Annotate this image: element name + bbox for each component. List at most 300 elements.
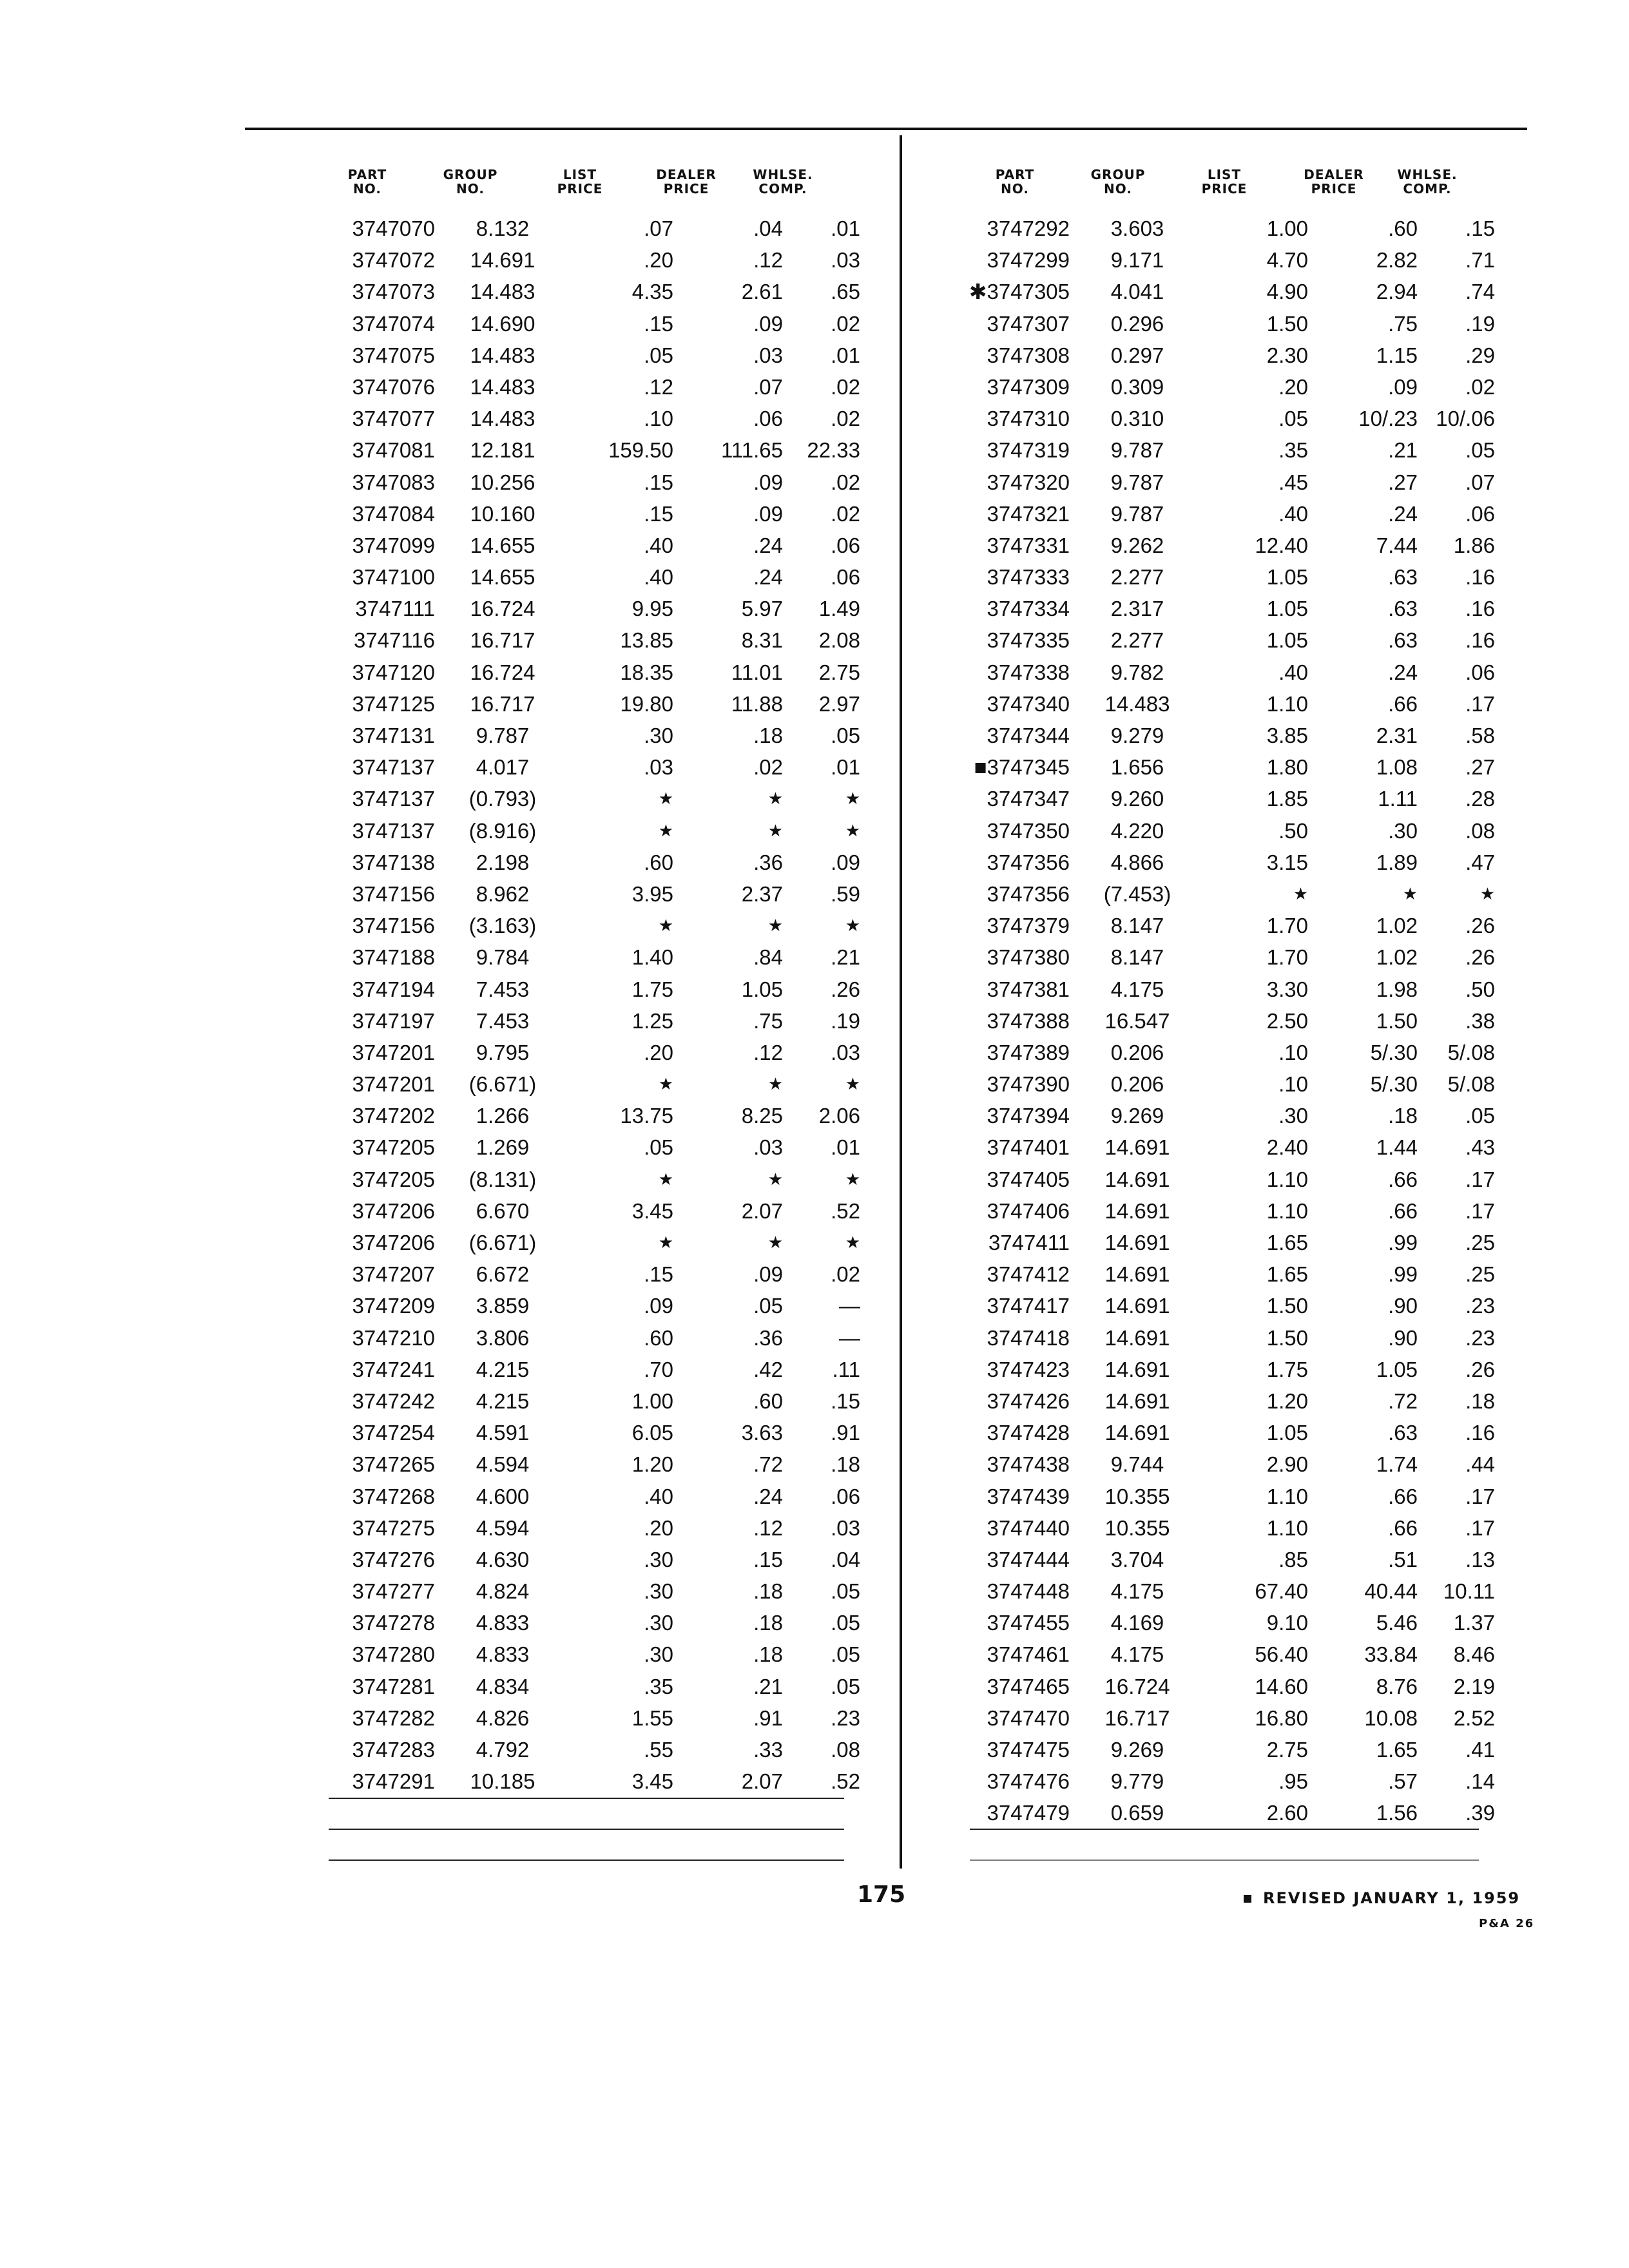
part-cell: 3747475 [987,1738,1070,1762]
table-row [325,1702,867,1734]
group-cell: 6.670 [476,1198,530,1223]
dealer-cell: .18 [753,1611,783,1635]
whlse-cell: .06 [831,1484,860,1508]
part-cell: 3747470 [987,1706,1070,1730]
group-cell: 14.483 [470,374,535,399]
list-cell: 1.25 [631,1008,673,1033]
part-cell: 3747417 [987,1294,1070,1318]
whlse-cell: .03 [831,1040,860,1064]
part-cell: 3747291 [352,1769,435,1794]
list-cell: 14.60 [1255,1674,1308,1698]
dealer-cell: .66 [1388,691,1418,716]
table-row [960,1354,1501,1385]
group-cell: 4.833 [476,1642,530,1667]
whlse-cell: .18 [1465,1389,1495,1413]
list-cell: 56.40 [1255,1642,1308,1667]
header-dealer-price: DEALER PRICE [656,167,717,197]
group-cell: 4.826 [476,1706,530,1730]
table-row [960,657,1501,688]
whlse-cell: .16 [1465,597,1495,621]
dealer-cell: .24 [1388,501,1418,526]
whlse-cell: 2.08 [818,628,860,653]
whlse-cell: 8.46 [1453,1642,1495,1667]
table-row [960,1575,1501,1607]
group-cell: 14.691 [1104,1167,1170,1191]
table-row [960,1417,1501,1448]
dealer-cell: ★ [767,1074,783,1094]
dealer-cell: .09 [753,1262,783,1287]
table-row [325,1512,867,1544]
dealer-cell: 2.31 [1376,724,1418,747]
group-cell: 4.017 [476,755,530,780]
part-cell: 3747242 [352,1389,435,1413]
list-cell: .10 [644,407,673,431]
dealer-cell: 2.07 [741,1198,783,1223]
dealer-cell: ★ [767,1169,783,1189]
part-cell: 3747347 [987,787,1070,811]
list-cell: .10 [1278,1072,1308,1097]
table-row [960,1100,1501,1131]
whlse-cell: .01 [831,343,860,367]
table-row [325,1575,867,1607]
part-cell: 3747308 [987,343,1070,367]
group-cell: 8.132 [476,216,530,240]
part-cell: 3747205 [352,1135,435,1160]
part-cell: 3747084 [352,501,435,526]
whlse-cell: ★ [845,916,860,936]
group-cell: 2.198 [476,850,530,874]
whlse-cell: .01 [831,1135,860,1160]
list-cell: .05 [1278,407,1308,431]
whlse-cell: .16 [1465,565,1495,590]
whlse-cell: .27 [1465,755,1495,780]
group-cell: 9.787 [1110,438,1164,463]
dealer-cell: 5/.30 [1370,1072,1418,1097]
part-cell: 3747137 [352,818,435,843]
group-cell: 4.169 [1110,1611,1164,1635]
list-cell: .20 [644,248,673,273]
table-row [325,1131,867,1163]
table-row [325,751,867,783]
dealer-cell: ★ [767,820,783,840]
table-row [325,1481,867,1512]
table-row [960,244,1501,276]
table-row [960,1607,1501,1639]
list-cell: .30 [644,1611,673,1635]
list-cell: .30 [644,724,673,747]
part-cell: 3747111 [355,597,435,621]
footer-rule-1 [329,1798,844,1799]
dealer-cell: 11.01 [731,660,783,684]
table-row [960,1639,1501,1670]
dealer-cell: .24 [753,1484,783,1508]
group-cell: 16.724 [470,660,535,684]
dealer-cell: 8.25 [741,1104,783,1128]
part-cell: 3747356 [987,850,1070,874]
table-row [960,371,1501,403]
whlse-cell: .23 [1465,1294,1495,1318]
dealer-cell: .63 [1388,597,1418,621]
table-row [960,1227,1501,1258]
list-cell: 1.20 [1266,1389,1308,1413]
table-row [325,466,867,498]
group-cell: 16.547 [1104,1008,1170,1033]
part-cell: 3747202 [352,1104,435,1128]
dealer-cell: .60 [753,1389,783,1413]
whlse-cell: .01 [831,216,860,240]
page-number: 175 [857,1881,906,1908]
group-cell: 4.824 [476,1579,530,1604]
whlse-cell: .43 [1465,1135,1495,1160]
group-cell: 4.175 [1110,977,1164,1001]
group-cell: 0.309 [1110,374,1164,399]
part-cell: 3747131 [352,724,435,747]
table-row [325,1607,867,1639]
whlse-cell: .18 [831,1452,860,1477]
list-cell: 1.50 [1266,1325,1308,1350]
revised-marker-icon [1244,1895,1251,1903]
group-cell: 3.704 [1110,1547,1164,1571]
part-cell: 3747448 [987,1579,1070,1604]
table-row [325,688,867,720]
list-cell: 1.55 [631,1706,673,1730]
list-cell: .03 [644,755,673,780]
group-cell: 8.147 [1110,945,1164,970]
part-cell: 3747265 [352,1452,435,1477]
group-cell: 16.724 [1104,1674,1170,1698]
dealer-cell: .90 [1388,1325,1418,1350]
whlse-cell: .74 [1465,280,1495,304]
left-rows [325,213,867,1797]
list-cell: ★ [658,1233,673,1252]
group-cell: 9.795 [476,1040,530,1064]
part-cell: 3747278 [352,1611,435,1635]
whlse-cell: .26 [1465,914,1495,938]
list-cell: 1.00 [1266,216,1308,240]
list-cell: 2.50 [1266,1008,1308,1033]
list-cell: 4.70 [1266,248,1308,273]
table-row [960,1544,1501,1575]
table-row [325,1322,867,1354]
top-rule-right [902,128,1527,130]
dealer-cell: .63 [1388,565,1418,590]
whlse-cell: ★ [845,789,860,809]
part-cell: 3747411 [988,1231,1070,1254]
table-row [325,657,867,688]
table-row [960,498,1501,530]
list-cell: .40 [644,1484,673,1508]
group-cell: 14.691 [1104,1231,1170,1254]
dealer-cell: .33 [753,1738,783,1762]
part-cell: 3747344 [987,724,1070,747]
whlse-cell: .03 [831,248,860,273]
list-cell: 13.75 [620,1104,673,1128]
whlse-cell: 1.37 [1453,1611,1495,1635]
group-cell: 9.744 [1110,1452,1164,1477]
table-row [325,1227,867,1258]
header-whlse-comp: WHLSE. COMP. [1397,167,1458,197]
part-cell: 3747070 [352,216,435,240]
table-row [325,371,867,403]
list-cell: 67.40 [1255,1579,1308,1604]
part-cell: 3747299 [987,248,1070,273]
group-cell: 4.594 [476,1452,530,1477]
dealer-cell: .24 [753,565,783,590]
part-cell: 3747125 [352,691,435,716]
part-cell: 3747406 [987,1198,1070,1223]
whlse-cell: .19 [1465,311,1495,336]
dealer-cell: .75 [753,1008,783,1033]
whlse-cell: 2.06 [818,1104,860,1128]
table-row [325,1385,867,1417]
dealer-cell: .05 [753,1294,783,1318]
table-row [325,1671,867,1702]
dealer-cell: 3.63 [741,1421,783,1445]
list-cell: 16.80 [1255,1706,1308,1730]
table-row [325,1734,867,1765]
group-cell: 10.355 [1104,1484,1170,1508]
group-cell: 4.594 [476,1515,530,1540]
group-cell: 3.603 [1110,216,1164,240]
list-cell: 1.00 [631,1389,673,1413]
table-row [960,1131,1501,1163]
part-cell: 3747307 [987,311,1070,336]
table-row [325,276,867,307]
whlse-cell: .16 [1465,1421,1495,1445]
table-row [960,1164,1501,1195]
group-cell: (0.793) [468,787,537,811]
group-cell: 1.266 [476,1104,530,1128]
list-cell: 1.10 [1266,1167,1308,1191]
dealer-cell: .66 [1388,1515,1418,1540]
table-row [960,434,1501,466]
part-cell: ✱3747305 [969,280,1070,304]
group-cell: 14.691 [470,248,535,273]
whlse-cell: — [839,1294,860,1318]
dealer-cell: .75 [1388,311,1418,336]
dealer-cell: .12 [753,248,783,273]
group-cell: 9.784 [476,945,530,970]
list-cell: 13.85 [620,628,673,653]
whlse-cell: 1.49 [818,597,860,621]
dealer-cell: 10.08 [1364,1706,1418,1730]
table-row [960,1385,1501,1417]
table-row [960,941,1501,973]
dealer-cell: .06 [753,407,783,431]
whlse-cell: .13 [1465,1547,1495,1571]
dealer-cell: .66 [1388,1484,1418,1508]
table-row [960,1322,1501,1354]
part-cell: 3747335 [987,628,1070,653]
group-cell: (3.163) [468,914,537,938]
right-price-column [960,168,1501,1829]
group-cell: 14.483 [470,407,535,431]
table-row [960,1258,1501,1290]
group-cell: 1.269 [476,1135,530,1160]
part-cell: 3747333 [987,565,1070,590]
whlse-cell: .47 [1465,850,1495,874]
table-row [325,910,867,941]
table-row [325,1639,867,1670]
dealer-cell: 1.11 [1378,787,1418,811]
table-row [960,593,1501,624]
dealer-cell: .24 [753,533,783,557]
dealer-cell: 10/.23 [1358,407,1418,431]
table-row [325,1544,867,1575]
group-cell: (8.131) [468,1167,537,1191]
group-cell: 7.453 [476,977,530,1001]
list-cell: 1.05 [1266,1421,1308,1445]
part-cell: 3747116 [353,628,435,653]
part-cell: 3747310 [987,407,1070,431]
dealer-cell: 2.07 [741,1769,783,1794]
section-code: P&A 26 [1479,1917,1535,1930]
whlse-cell: .23 [1465,1325,1495,1350]
list-cell: 1.05 [1266,565,1308,590]
group-cell: 9.269 [1110,1738,1164,1762]
dealer-cell: 1.89 [1376,850,1418,874]
table-row [325,720,867,751]
group-cell: 16.717 [470,691,535,716]
whlse-cell: .50 [1465,977,1495,1001]
whlse-cell: ★ [845,1169,860,1189]
table-row [325,340,867,371]
right-header-row [960,168,1501,213]
part-cell: ■3747345 [974,755,1070,780]
table-row [325,783,867,814]
table-row [325,847,867,878]
part-cell: 3747440 [987,1515,1070,1540]
header-dealer-price: DEALER PRICE [1304,167,1364,197]
list-cell: 3.95 [631,881,673,906]
table-row [325,593,867,624]
dealer-cell: ★ [767,1233,783,1252]
group-cell: 9.787 [1110,470,1164,494]
dealer-cell: .07 [753,374,783,399]
group-cell: 14.691 [1104,1421,1170,1445]
group-cell: 9.260 [1110,787,1164,811]
dealer-cell: 1.02 [1376,914,1418,938]
part-cell: 3747321 [987,501,1070,526]
part-cell: 3747476 [987,1769,1070,1794]
whlse-cell: .05 [1465,1104,1495,1128]
dealer-cell: 40.44 [1364,1579,1418,1604]
group-cell: 14.655 [470,533,535,557]
list-cell: 2.90 [1266,1452,1308,1477]
group-cell: 10.160 [470,501,535,526]
group-cell: (8.916) [468,818,537,843]
part-cell: 3747083 [352,470,435,494]
group-cell: 9.787 [476,724,530,747]
part-cell: 3747138 [352,850,435,874]
dealer-cell: .12 [753,1515,783,1540]
group-cell: 10.185 [470,1769,535,1794]
whlse-cell: .25 [1465,1262,1495,1287]
table-row [325,1448,867,1480]
part-cell: 3747201 [352,1040,435,1064]
list-cell: .55 [644,1738,673,1762]
group-cell: 7.453 [476,1008,530,1033]
whlse-cell: 1.86 [1453,533,1495,557]
whlse-cell: .91 [831,1421,860,1445]
dealer-cell: .18 [753,1642,783,1667]
list-cell: .20 [644,1515,673,1540]
list-cell: .70 [644,1357,673,1381]
revised-date [1244,1889,1520,1907]
list-cell: 3.45 [631,1198,673,1223]
dealer-cell: .03 [753,343,783,367]
dealer-cell: 2.37 [741,881,783,906]
whlse-cell: .06 [831,565,860,590]
whlse-cell: .05 [831,1579,860,1604]
list-cell: ★ [658,789,673,809]
part-cell: 3747206 [352,1198,435,1223]
list-cell: 1.70 [1266,945,1308,970]
dealer-cell: ★ [767,916,783,936]
part-cell: 3747074 [352,311,435,336]
whlse-cell: 5/.08 [1447,1072,1495,1097]
group-cell: 4.833 [476,1611,530,1635]
group-cell: 14.691 [1104,1135,1170,1160]
whlse-cell: .08 [831,1738,860,1762]
dealer-cell: 5.46 [1376,1611,1418,1635]
list-cell: .15 [644,311,673,336]
table-row [960,847,1501,878]
part-cell: 3747268 [352,1484,435,1508]
group-cell: 8.962 [476,881,530,906]
table-row [325,941,867,973]
part-cell: 3747188 [352,945,435,970]
dealer-cell: .91 [753,1706,783,1730]
list-cell: .60 [644,850,673,874]
dealer-cell: 1.44 [1376,1135,1418,1160]
whlse-cell: .06 [831,533,860,557]
group-cell: 16.717 [1104,1706,1170,1730]
dealer-cell: .18 [753,724,783,747]
list-cell: .40 [1278,660,1308,684]
group-cell: 16.724 [470,597,535,621]
list-cell: 1.70 [1266,914,1308,938]
dealer-cell: .90 [1388,1294,1418,1318]
whlse-cell: 2.75 [818,660,860,684]
part-cell: 3747276 [352,1547,435,1571]
part-cell: 3747292 [987,216,1070,240]
whlse-cell: .26 [831,977,860,1001]
group-cell: (7.453) [1103,881,1171,906]
group-cell: 12.181 [470,438,535,463]
table-row [960,276,1501,307]
dealer-cell: .57 [1388,1769,1418,1794]
dealer-cell: 11.88 [731,691,783,716]
part-cell: 3747428 [987,1421,1070,1445]
list-cell: .09 [644,1294,673,1318]
whlse-cell: .29 [1465,343,1495,367]
table-row [960,1195,1501,1227]
group-cell: 4.591 [476,1421,530,1445]
list-cell: .30 [1278,1104,1308,1128]
dealer-cell: .42 [753,1357,783,1381]
whlse-cell: .17 [1465,691,1495,716]
group-cell: (6.671) [468,1231,537,1254]
table-row [960,308,1501,340]
dealer-cell: 2.82 [1376,248,1418,273]
whlse-cell: .17 [1465,1515,1495,1540]
part-cell: 3747206 [352,1231,435,1254]
list-cell: 19.80 [620,691,673,716]
whlse-cell: .15 [1465,216,1495,240]
dealer-cell: 8.31 [741,628,783,653]
list-cell: 1.50 [1266,1294,1308,1318]
